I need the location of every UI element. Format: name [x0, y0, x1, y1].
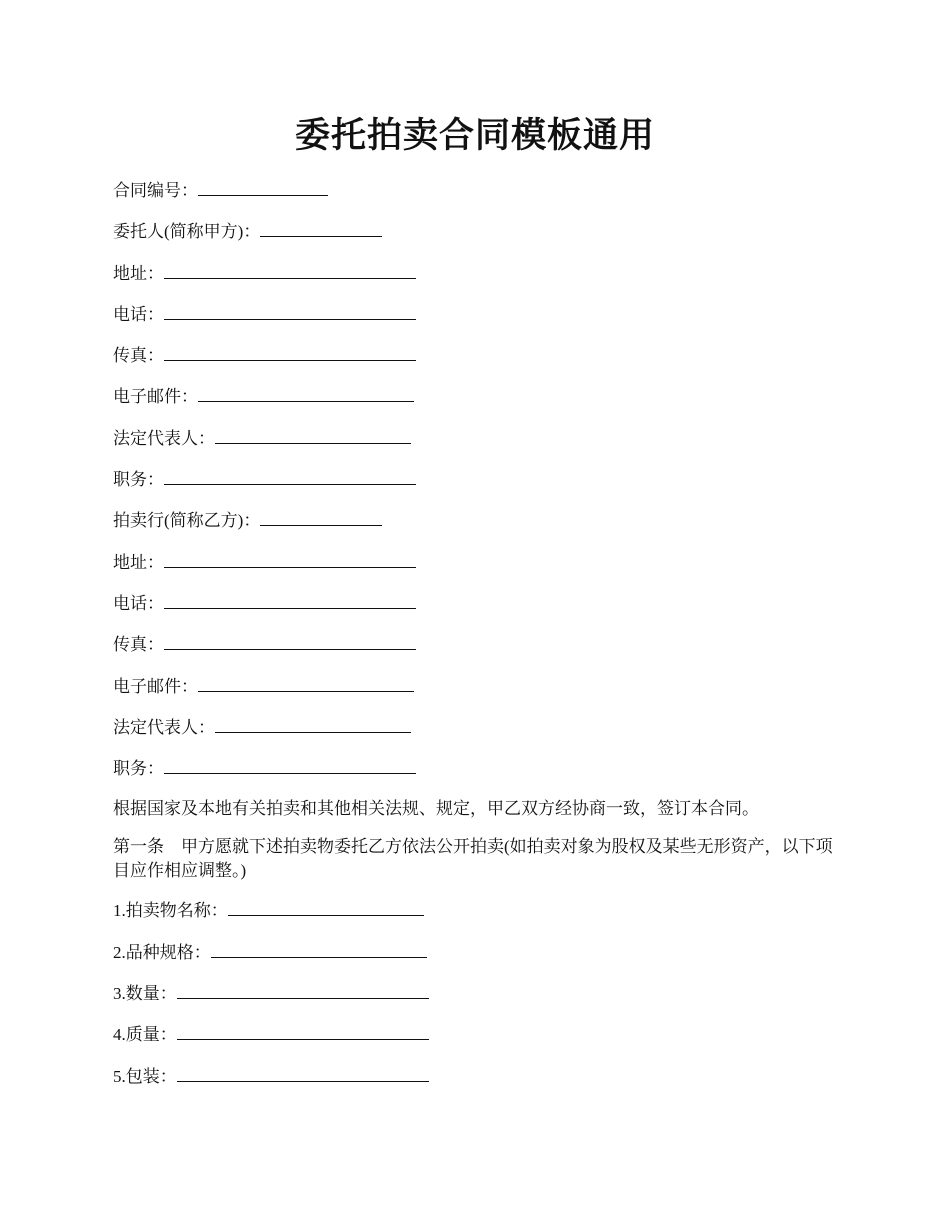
- party-b-position-label: 职务：: [113, 759, 164, 779]
- party-a-phone-blank: [164, 302, 416, 320]
- party-b-email-label: 电子邮件：: [113, 676, 198, 696]
- party-a-address-label: 地址：: [113, 263, 164, 283]
- item-5-blank: [177, 1064, 429, 1082]
- party-a-phone-field: [113, 302, 848, 328]
- party-a-email-field: [113, 384, 848, 410]
- party-a-position-label: 职务：: [113, 470, 164, 490]
- party-b-fax-label: 传真：: [113, 635, 164, 655]
- item-3-label: 3.数量：: [113, 984, 177, 1004]
- party-a-name-blank: [260, 219, 382, 237]
- party-b-position-field: [113, 756, 848, 782]
- party-b-phone-label: 电话：: [113, 593, 164, 613]
- contract-number-field: [113, 178, 848, 204]
- party-b-position-blank: [164, 756, 416, 774]
- party-a-email-blank: [198, 384, 414, 402]
- document-title: 委托拍卖合同模板通用: [294, 116, 655, 155]
- party-b-email-field: [113, 674, 848, 700]
- party-a-fax-field: [113, 343, 848, 369]
- contract-number-label: 合同编号：: [113, 181, 198, 200]
- party-b-address-label: 地址：: [113, 552, 164, 572]
- party-a-heading: 委托人(简称甲方)：: [113, 222, 261, 242]
- party-b-heading: 拍卖行(简称乙方)：: [113, 511, 261, 531]
- party-b-address-blank: [164, 550, 416, 568]
- party-b-phone-blank: [164, 591, 416, 609]
- item-2-blank: [211, 940, 427, 958]
- party-b-email-blank: [198, 674, 414, 692]
- item-1-blank: [228, 898, 424, 916]
- party-a-position-blank: [164, 467, 416, 485]
- party-b-fax-field: [113, 632, 848, 658]
- item-5-label: 5.包装：: [113, 1066, 177, 1086]
- party-a-fax-blank: [164, 343, 416, 361]
- contract-number-blank: [198, 178, 328, 196]
- party-a-email-label: 电子邮件：: [113, 387, 198, 407]
- party-b-legal-rep-label: 法定代表人：: [113, 717, 215, 737]
- party-b-legal-rep-field: [113, 715, 848, 741]
- party-b-phone-field: [113, 591, 848, 617]
- item-2-label: 2.品种规格：: [113, 942, 211, 962]
- party-b-name-blank: [260, 508, 382, 526]
- preamble-paragraph: 根据国家及本地有关拍卖和其他相关法规、规定，甲乙双方经协商一致，签订本合同。: [113, 799, 759, 819]
- item-3-blank: [177, 981, 429, 999]
- party-a-legal-rep-label: 法定代表人：: [113, 428, 215, 448]
- party-a-position-field: [113, 467, 848, 493]
- item-1-field: [113, 898, 848, 924]
- item-4-blank: [177, 1022, 429, 1040]
- item-5-field: [113, 1064, 848, 1090]
- party-a-heading-field: [113, 219, 848, 245]
- party-a-phone-label: 电话：: [113, 304, 164, 324]
- party-a-legal-rep-field: [113, 426, 848, 452]
- item-2-field: [113, 940, 848, 966]
- party-a-fax-label: 传真：: [113, 346, 164, 366]
- item-1-label: 1.拍卖物名称：: [113, 901, 228, 921]
- party-a-address-blank: [164, 261, 416, 279]
- party-b-legal-rep-blank: [215, 715, 411, 733]
- party-a-address-field: [113, 261, 848, 287]
- party-b-heading-field: [113, 508, 848, 534]
- document-body: [113, 178, 848, 1105]
- party-b-address-field: [113, 550, 848, 576]
- item-4-label: 4.质量：: [113, 1025, 177, 1045]
- party-b-fax-blank: [164, 632, 416, 650]
- article-1-paragraph: 第一条 甲方愿就下述拍卖物委托乙方依法公开拍卖(如拍卖对象为股权及某些无形资产，以下项目应作相应调整。): [113, 837, 833, 881]
- item-3-field: [113, 981, 848, 1007]
- party-a-legal-rep-blank: [215, 426, 411, 444]
- item-4-field: [113, 1022, 848, 1048]
